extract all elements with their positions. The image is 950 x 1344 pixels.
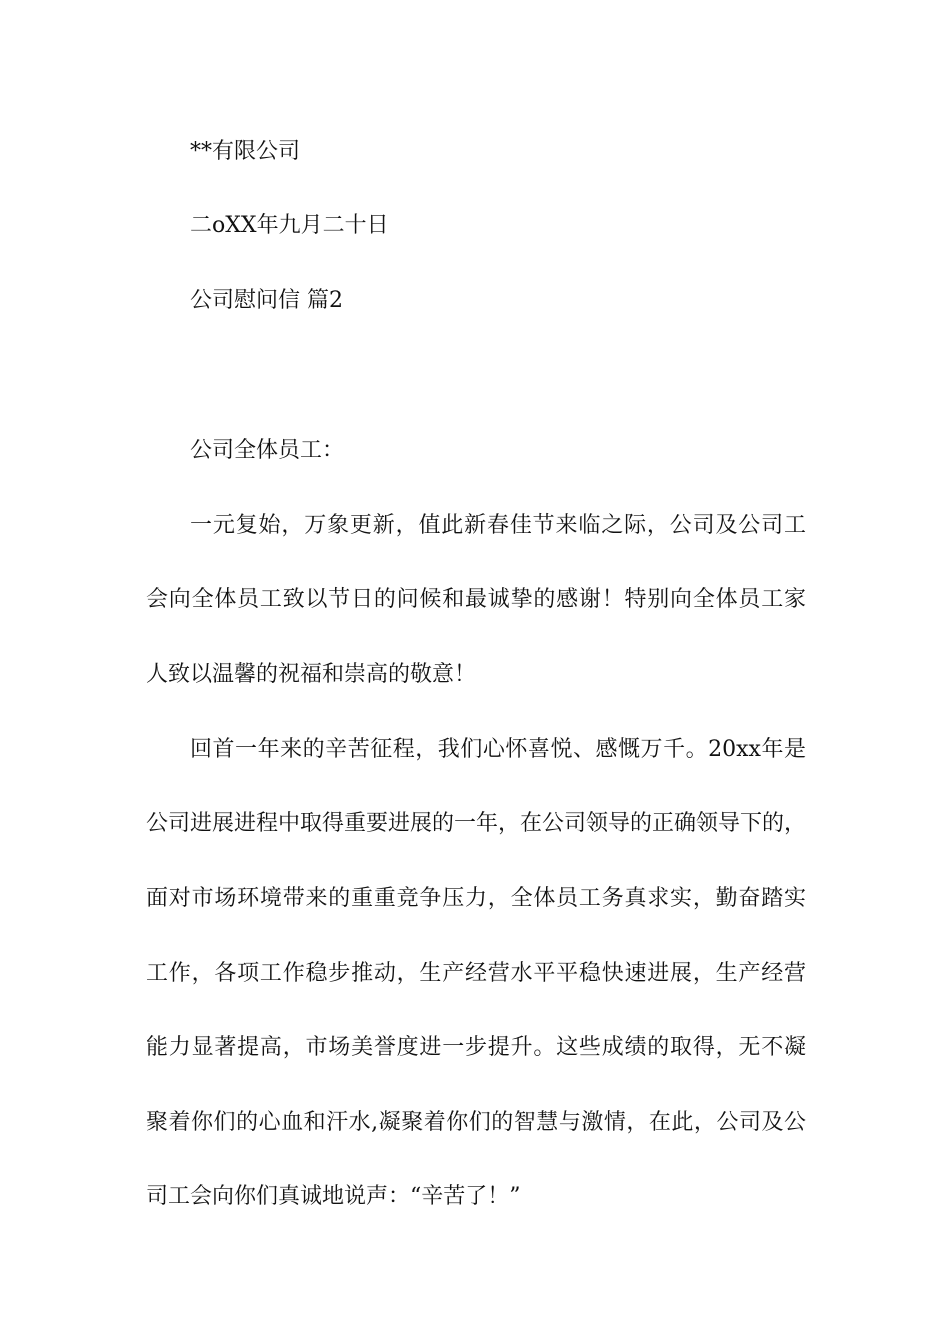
paragraph-2-line-7: 司工会向你们真诚地说声：“辛苦了！” [146,1184,521,1209]
letter-heading: 公司慰问信 篇2 [190,288,343,313]
salutation: 公司全体员工： [190,438,345,463]
paragraph-2-line-5: 能力显著提高，市场美誉度进一步提升。这些成绩的取得，无不凝 [146,1035,806,1060]
signature-company: **有限公司 [190,139,301,164]
paragraph-1-line-2: 会向全体员工致以节日的问候和最诚挚的感谢！特别向全体员工家 [146,587,806,612]
paragraph-2-line-1: 回首一年来的辛苦征程，我们心怀喜悦、感慨万千。20xx年是 [190,737,806,762]
paragraph-2-line-6: 聚着你们的心血和汗水,凝聚着你们的智慧与激情，在此，公司及公 [146,1110,806,1135]
paragraph-2-line-3: 面对市场环境带来的重重竞争压力，全体员工务真求实，勤奋踏实 [146,886,806,911]
paragraph-1-line-1: 一元复始，万象更新，值此新春佳节来临之际，公司及公司工 [190,513,806,538]
paragraph-2-line-4: 工作，各项工作稳步推动，生产经营水平平稳快速进展，生产经营 [146,961,806,986]
paragraph-1-line-3: 人致以温馨的祝福和崇高的敬意！ [146,662,477,687]
paragraph-2-line-2: 公司进展进程中取得重要进展的一年，在公司领导的正确领导下的， [146,811,807,836]
signature-date: 二oXX年九月二十日 [190,213,389,238]
